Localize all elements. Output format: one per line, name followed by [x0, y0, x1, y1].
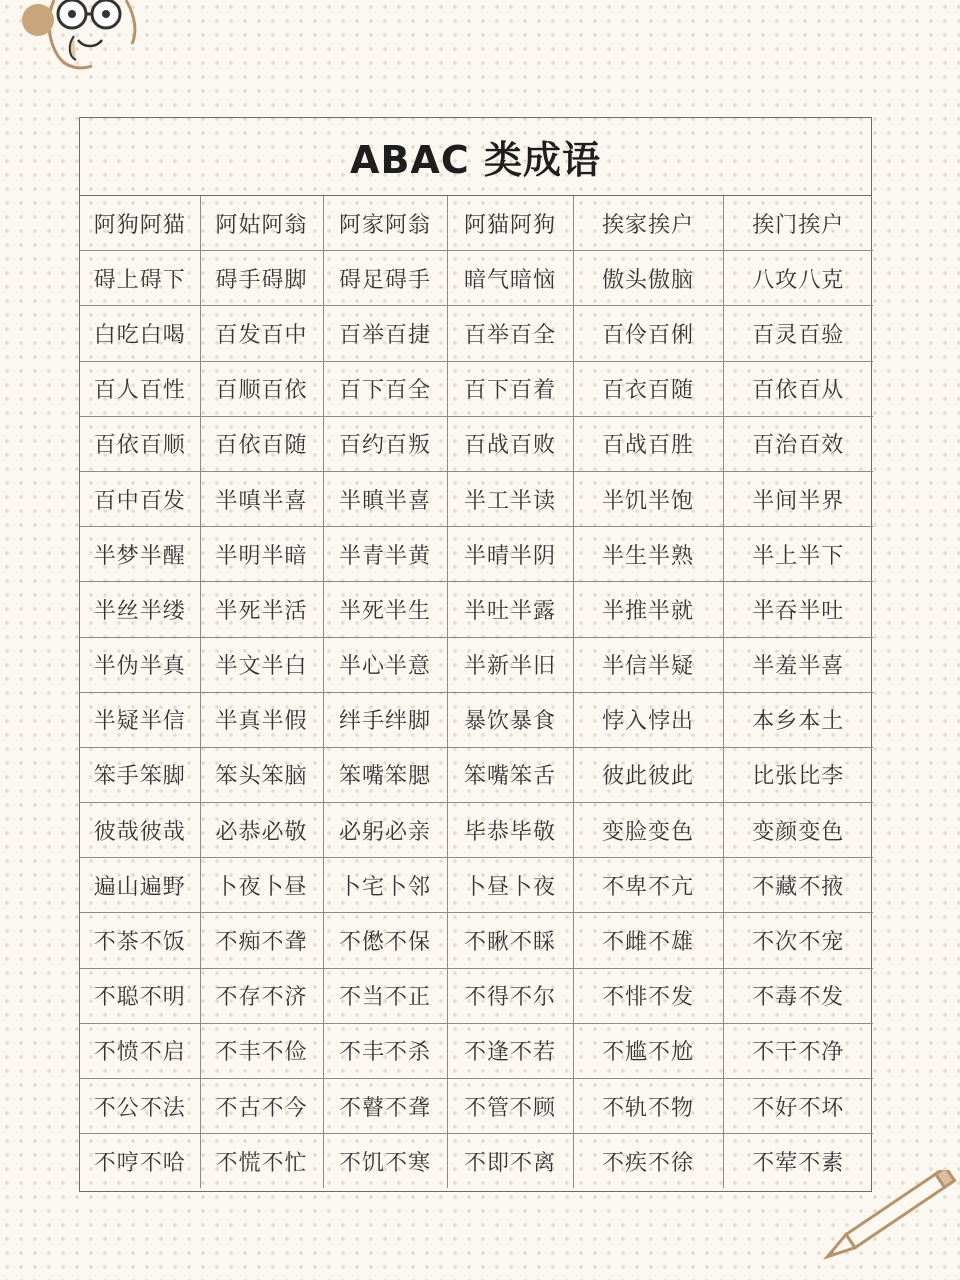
- idiom-cell: 碍足碍手: [323, 251, 447, 306]
- idiom-cell: 半新半旧: [447, 637, 573, 692]
- idiom-cell: 半吐半露: [447, 582, 573, 637]
- table-row: [80, 913, 873, 968]
- idiom-cell: 不公不法: [80, 1079, 200, 1134]
- idiom-cell: 挨家挨户: [573, 196, 723, 251]
- table-row: [80, 361, 873, 416]
- idiom-cell: 百举百捷: [323, 306, 447, 361]
- idiom-cell: 不卑不亢: [573, 858, 723, 913]
- idiom-cell: 半心半意: [323, 637, 447, 692]
- idiom-cell: 挨门挨户: [723, 196, 873, 251]
- idiom-cell: 百约百叛: [323, 416, 447, 471]
- idiom-table: [80, 196, 873, 1188]
- idiom-cell: 不哼不哈: [80, 1134, 200, 1189]
- idiom-cell: 半生半熟: [573, 527, 723, 582]
- idiom-cell: 碍手碍脚: [200, 251, 323, 306]
- idiom-cell: 百衣百随: [573, 361, 723, 416]
- idiom-cell: 不疾不徐: [573, 1134, 723, 1189]
- idiom-cell: 不轨不物: [573, 1079, 723, 1134]
- idiom-cell: 必躬必亲: [323, 803, 447, 858]
- cartoon-girl-mascot-icon: [14, 0, 164, 80]
- idiom-cell: 彼此彼此: [573, 747, 723, 802]
- idiom-cell: 不尴不尬: [573, 1023, 723, 1078]
- idiom-cell: 半推半就: [573, 582, 723, 637]
- idiom-cell: 卜昼卜夜: [447, 858, 573, 913]
- idiom-cell: 不得不尔: [447, 968, 573, 1023]
- idiom-cell: 笨手笨脚: [80, 747, 200, 802]
- idiom-cell: 暗气暗恼: [447, 251, 573, 306]
- idiom-cell: 百下百着: [447, 361, 573, 416]
- idiom-cell: 不瞅不睬: [447, 913, 573, 968]
- idiom-cell: 半疑半信: [80, 692, 200, 747]
- idiom-cell: 半伪半真: [80, 637, 200, 692]
- pencil-icon: [800, 1170, 960, 1280]
- idiom-cell: 半文半白: [200, 637, 323, 692]
- table-row: [80, 1134, 873, 1189]
- idiom-cell: 不瞽不聋: [323, 1079, 447, 1134]
- title-row: [80, 118, 871, 196]
- table-row: [80, 637, 873, 692]
- idiom-cell: 百战百胜: [573, 416, 723, 471]
- idiom-cell: 百中百发: [80, 471, 200, 526]
- table-row: [80, 1079, 873, 1134]
- table-row: [80, 1023, 873, 1078]
- idiom-cell: 不管不顾: [447, 1079, 573, 1134]
- table-row: [80, 416, 873, 471]
- idiom-cell: 半上半下: [723, 527, 873, 582]
- idiom-cell: 不存不济: [200, 968, 323, 1023]
- idiom-cell: 百依百随: [200, 416, 323, 471]
- idiom-cell: 不悱不发: [573, 968, 723, 1023]
- table-row: [80, 692, 873, 747]
- idiom-cell: 不丰不杀: [323, 1023, 447, 1078]
- idiom-cell: 必恭必敬: [200, 803, 323, 858]
- idiom-cell: 不愤不启: [80, 1023, 200, 1078]
- idiom-cell: 毕恭毕敬: [447, 803, 573, 858]
- idiom-cell: 阿家阿翁: [323, 196, 447, 251]
- idiom-cell: 不荤不素: [723, 1134, 873, 1189]
- idiom-cell: 阿姑阿翁: [200, 196, 323, 251]
- idiom-cell: 半梦半醒: [80, 527, 200, 582]
- idiom-cell: 半真半假: [200, 692, 323, 747]
- idiom-cell: 不丰不俭: [200, 1023, 323, 1078]
- idiom-cell: 百灵百验: [723, 306, 873, 361]
- table-row: [80, 582, 873, 637]
- idiom-cell: 彼哉彼哉: [80, 803, 200, 858]
- idiom-cell: 暴饮暴食: [447, 692, 573, 747]
- idiom-cell: 百伶百俐: [573, 306, 723, 361]
- table-row: [80, 306, 873, 361]
- idiom-cell: 百顺百依: [200, 361, 323, 416]
- idiom-cell: 悖入悖出: [573, 692, 723, 747]
- idiom-cell: 百下百全: [323, 361, 447, 416]
- idiom-table-body: [80, 196, 873, 1188]
- idiom-cell: 半死半活: [200, 582, 323, 637]
- idiom-cell: 百发百中: [200, 306, 323, 361]
- idiom-cell: 阿狗阿猫: [80, 196, 200, 251]
- idiom-cell: 遍山遍野: [80, 858, 200, 913]
- idiom-cell: 笨嘴笨舌: [447, 747, 573, 802]
- idiom-cell: 不雌不雄: [573, 913, 723, 968]
- idiom-cell: 百举百全: [447, 306, 573, 361]
- idiom-cell: 半死半生: [323, 582, 447, 637]
- idiom-cell: 笨嘴笨腮: [323, 747, 447, 802]
- idiom-cell: 碍上碍下: [80, 251, 200, 306]
- table-row: [80, 968, 873, 1023]
- idiom-cell: 不藏不掖: [723, 858, 873, 913]
- idiom-cell: 傲头傲脑: [573, 251, 723, 306]
- idiom-cell: 百依百顺: [80, 416, 200, 471]
- idiom-cell: 半丝半缕: [80, 582, 200, 637]
- idiom-cell: 不古不今: [200, 1079, 323, 1134]
- idiom-cell: 半信半疑: [573, 637, 723, 692]
- table-row: [80, 471, 873, 526]
- idiom-cell: 八攻八克: [723, 251, 873, 306]
- idiom-cell: 半饥半饱: [573, 471, 723, 526]
- idiom-cell: 不即不离: [447, 1134, 573, 1189]
- idiom-cell: 笨头笨脑: [200, 747, 323, 802]
- idiom-cell: 绊手绊脚: [323, 692, 447, 747]
- idiom-cell: 不饥不寒: [323, 1134, 447, 1189]
- table-row: [80, 527, 873, 582]
- idiom-cell: 半青半黄: [323, 527, 447, 582]
- idiom-cell: 不次不宠: [723, 913, 873, 968]
- table-row: [80, 747, 873, 802]
- idiom-cell: 变颜变色: [723, 803, 873, 858]
- idiom-cell: 半吞半吐: [723, 582, 873, 637]
- idiom-cell: 白吃白喝: [80, 306, 200, 361]
- page-title: ABAC 类成语: [350, 138, 601, 182]
- idiom-cell: 变脸变色: [573, 803, 723, 858]
- table-row: [80, 858, 873, 913]
- idiom-cell: 半嗔半喜: [200, 471, 323, 526]
- idiom-sheet: [79, 117, 872, 1192]
- idiom-cell: 百依百从: [723, 361, 873, 416]
- idiom-cell: 不逢不若: [447, 1023, 573, 1078]
- idiom-cell: 不毒不发: [723, 968, 873, 1023]
- idiom-cell: 不聪不明: [80, 968, 200, 1023]
- idiom-cell: 半明半暗: [200, 527, 323, 582]
- idiom-cell: 不好不坏: [723, 1079, 873, 1134]
- idiom-cell: 不慌不忙: [200, 1134, 323, 1189]
- idiom-cell: 百战百败: [447, 416, 573, 471]
- idiom-cell: 不干不净: [723, 1023, 873, 1078]
- idiom-cell: 比张比李: [723, 747, 873, 802]
- idiom-cell: 阿猫阿狗: [447, 196, 573, 251]
- table-row: [80, 803, 873, 858]
- idiom-cell: 不痴不聋: [200, 913, 323, 968]
- idiom-cell: 半瞋半喜: [323, 471, 447, 526]
- table-row: [80, 251, 873, 306]
- idiom-cell: 本乡本土: [723, 692, 873, 747]
- idiom-cell: 半间半界: [723, 471, 873, 526]
- table-row: [80, 196, 873, 251]
- idiom-cell: 不茶不饭: [80, 913, 200, 968]
- idiom-cell: 半工半读: [447, 471, 573, 526]
- idiom-cell: 半羞半喜: [723, 637, 873, 692]
- idiom-cell: 半晴半阴: [447, 527, 573, 582]
- idiom-cell: 百治百效: [723, 416, 873, 471]
- idiom-cell: 卜夜卜昼: [200, 858, 323, 913]
- idiom-cell: 不僽不保: [323, 913, 447, 968]
- idiom-cell: 百人百性: [80, 361, 200, 416]
- idiom-cell: 不当不正: [323, 968, 447, 1023]
- idiom-cell: 卜宅卜邻: [323, 858, 447, 913]
